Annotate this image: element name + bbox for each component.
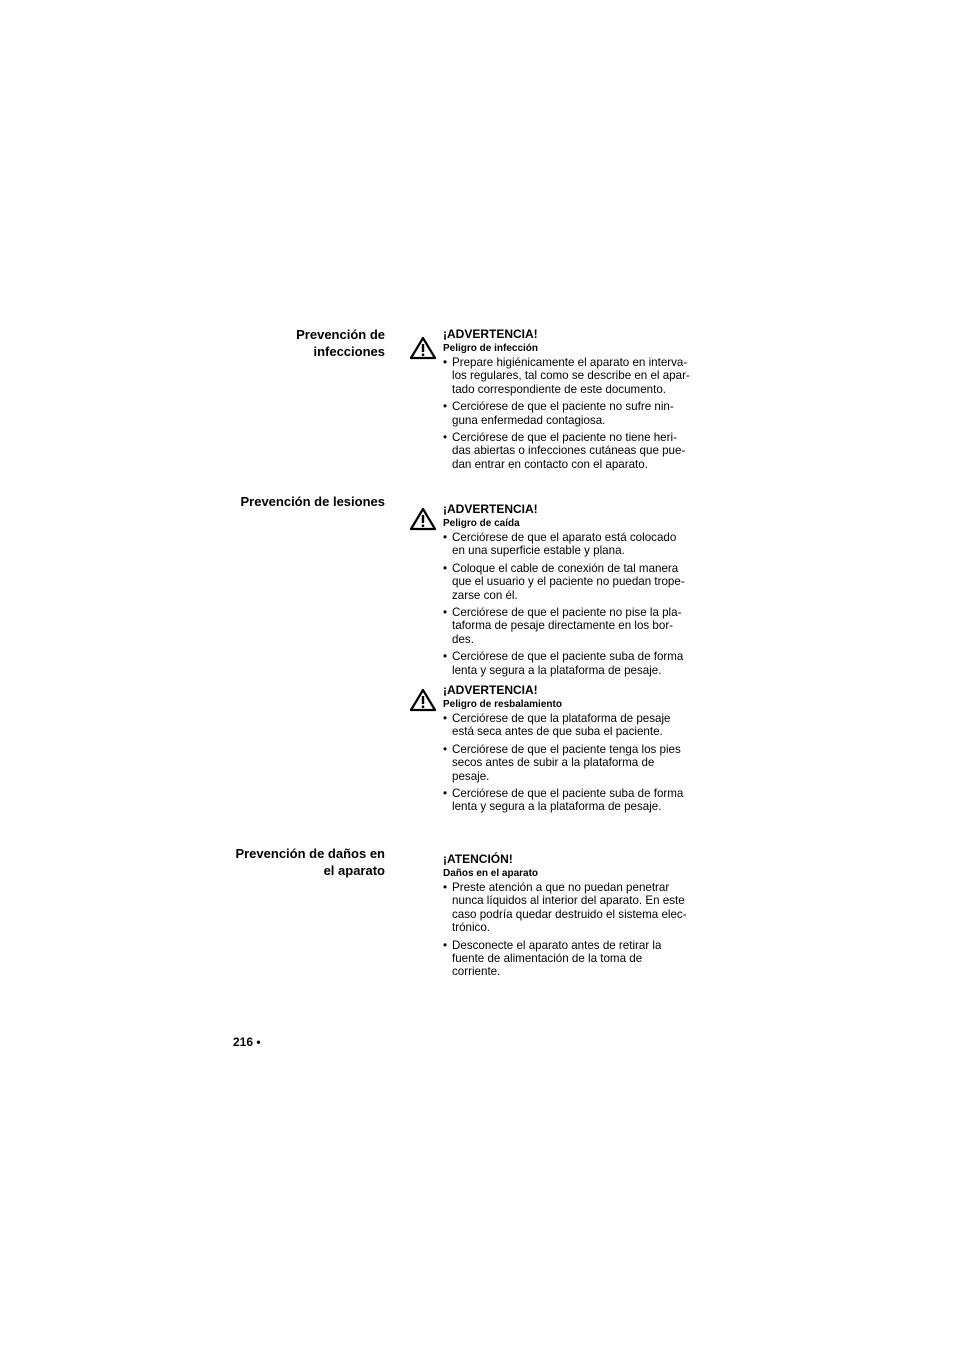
warning-triangle-icon bbox=[409, 336, 437, 360]
item-line: corriente. bbox=[452, 965, 501, 979]
list-item bbox=[443, 531, 693, 558]
list-item bbox=[443, 400, 693, 427]
item-line: lenta y segura a la plataforma de pesaje. bbox=[452, 663, 662, 677]
bullet-list bbox=[443, 712, 693, 814]
list-item bbox=[443, 356, 693, 396]
bullet-list bbox=[443, 356, 693, 471]
list-item bbox=[443, 881, 693, 935]
item-line: Preste atención a que no puedan penetrar bbox=[452, 881, 670, 894]
item-line: Cerciórese de que el paciente no pise la pla- bbox=[452, 606, 682, 620]
bullet-marker: • bbox=[443, 712, 448, 725]
item-line: dan entrar en contacto con el aparato. bbox=[452, 457, 648, 471]
item-line: en una superficie estable y plana. bbox=[452, 544, 625, 558]
bullet-marker: • bbox=[443, 787, 448, 801]
item-line: secos antes de subir a la plataforma de bbox=[452, 756, 655, 770]
notice-subtitle: Peligro de infección bbox=[443, 343, 539, 354]
heading-line: Prevención de daños en bbox=[235, 846, 385, 861]
item-line: trónico. bbox=[452, 921, 491, 935]
bullet-marker: • bbox=[443, 356, 448, 369]
list-item bbox=[443, 606, 693, 646]
item-line: que el usuario y el paciente no puedan trope- bbox=[452, 575, 685, 589]
warning-triangle-icon bbox=[409, 507, 437, 531]
bullet-list bbox=[443, 531, 693, 677]
list-item bbox=[443, 787, 693, 814]
warning-notice-infeccion bbox=[443, 327, 693, 475]
item-line: caso podría quedar destruido el sistema elec- bbox=[452, 907, 687, 921]
notice-title: ¡ADVERTENCIA! bbox=[443, 327, 538, 341]
item-line: des. bbox=[452, 632, 474, 646]
notice-title: ¡ADVERTENCIA! bbox=[443, 502, 538, 516]
notice-title: ¡ADVERTENCIA! bbox=[443, 683, 538, 697]
item-line: Desconecte el aparato antes de retirar la bbox=[452, 938, 662, 952]
item-line: tado correspondiente de este documento. bbox=[452, 382, 666, 396]
list-item bbox=[443, 431, 693, 471]
list-item bbox=[443, 939, 693, 979]
notice-subtitle: Peligro de resbalamiento bbox=[443, 699, 562, 710]
bullet-marker: • bbox=[443, 650, 448, 664]
item-line: nunca líquidos al interior del aparato. En este bbox=[452, 894, 685, 908]
item-line: los regulares, tal como se describe en el apar- bbox=[452, 369, 690, 383]
list-item bbox=[443, 650, 693, 677]
item-line: pesaje. bbox=[452, 769, 490, 783]
bullet-marker: • bbox=[443, 606, 448, 620]
item-line: Cerciórese de que el paciente suba de forma bbox=[452, 787, 684, 801]
bullet-marker: • bbox=[443, 742, 448, 756]
page-number: 216 • bbox=[233, 1035, 261, 1049]
notice-subtitle: Peligro de caída bbox=[443, 518, 520, 529]
bullet-marker: • bbox=[443, 561, 448, 575]
item-line: zarse con él. bbox=[452, 588, 518, 602]
item-line: taforma de pesaje directamente en los bor- bbox=[452, 619, 674, 633]
item-line: Coloque el cable de conexión de tal manera bbox=[452, 561, 679, 575]
item-line: das abiertas o infecciones cutáneas que pue- bbox=[452, 444, 686, 458]
warning-notice-caida bbox=[443, 502, 693, 681]
item-line: guna enfermedad contagiosa. bbox=[452, 413, 606, 427]
item-line: Cerciórese de que el paciente suba de forma bbox=[452, 650, 684, 664]
heading-line: infecciones bbox=[313, 344, 385, 359]
bullet-marker: • bbox=[443, 881, 448, 894]
list-item bbox=[443, 712, 693, 739]
caution-notice-danos bbox=[443, 852, 693, 983]
notice-subtitle: Daños en el aparato bbox=[443, 868, 539, 879]
heading-line: Prevención de lesiones bbox=[240, 494, 385, 509]
section-heading-infecciones bbox=[165, 326, 385, 360]
item-line: está seca antes de que suba el paciente. bbox=[452, 725, 663, 739]
notice-title: ¡ATENCIÓN! bbox=[443, 852, 513, 866]
item-line: Prepare higiénicamente el aparato en interva- bbox=[452, 356, 688, 369]
warning-triangle-icon bbox=[409, 688, 437, 712]
bullet-list bbox=[443, 881, 693, 979]
item-line: Cerciórese de que el paciente no sufre nin- bbox=[452, 400, 674, 414]
section-heading-danos bbox=[165, 845, 385, 879]
bullet-marker: • bbox=[443, 938, 448, 952]
item-line: Cerciórese de que el paciente no tiene heri- bbox=[452, 431, 677, 445]
list-item bbox=[443, 743, 693, 783]
item-line: Cerciórese de que el paciente tenga los pies bbox=[452, 742, 681, 756]
item-line: Cerciórese de que el aparato está colocado bbox=[452, 531, 677, 544]
warning-notice-resbalamiento bbox=[443, 683, 693, 818]
item-line: lenta y segura a la plataforma de pesaje. bbox=[452, 800, 662, 814]
list-item bbox=[443, 562, 693, 602]
bullet-marker: • bbox=[443, 400, 448, 414]
item-line: Cerciórese de que la plataforma de pesaje bbox=[452, 712, 671, 725]
heading-line: el aparato bbox=[323, 863, 385, 878]
section-heading-lesiones bbox=[165, 493, 385, 510]
bullet-marker: • bbox=[443, 531, 448, 544]
bullet-marker: • bbox=[443, 431, 448, 445]
heading-line: Prevención de bbox=[296, 327, 385, 342]
item-line: fuente de alimentación de la toma de bbox=[452, 952, 643, 966]
